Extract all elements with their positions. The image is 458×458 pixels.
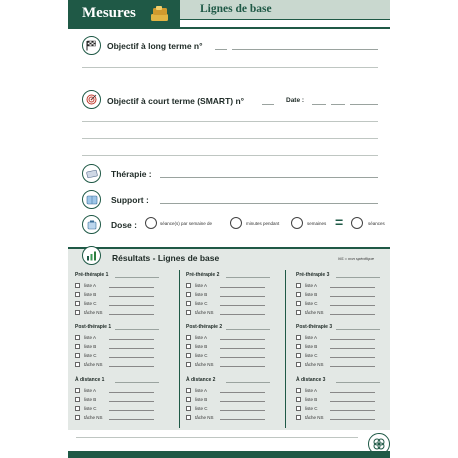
group-date-field[interactable] xyxy=(115,382,159,383)
dose-sessions-per-week-field[interactable] xyxy=(145,217,157,229)
dose-text-total: séances xyxy=(368,221,385,226)
result-row-label: liste A xyxy=(305,283,318,288)
results-title: Résultats - Lignes de base xyxy=(112,253,220,263)
result-row xyxy=(75,310,154,315)
group-title: Pré-thérapie 1 xyxy=(75,272,109,278)
page-title: Mesures xyxy=(82,5,136,21)
result-score-field[interactable] xyxy=(220,284,265,288)
therapie-field[interactable] xyxy=(160,177,378,178)
results-panel-border xyxy=(68,247,390,249)
result-row-label: liste B xyxy=(305,344,318,349)
result-checkbox[interactable] xyxy=(296,310,301,315)
result-checkbox[interactable] xyxy=(186,344,191,349)
group-title: À distance 2 xyxy=(186,377,216,383)
group-title: Pré-thérapie 3 xyxy=(296,272,330,278)
result-row-label: liste A xyxy=(195,388,208,393)
objectif-long-title-field[interactable] xyxy=(232,49,378,50)
result-checkbox[interactable] xyxy=(186,397,191,402)
result-row-label: liste B xyxy=(305,292,318,297)
result-row-label: liste B xyxy=(84,397,97,402)
dose-equals-sign: = xyxy=(335,214,344,230)
result-row xyxy=(186,292,265,297)
result-row xyxy=(75,292,154,297)
result-checkbox[interactable] xyxy=(186,301,191,306)
result-row xyxy=(75,335,154,340)
brain-icon xyxy=(82,164,101,183)
dose-minutes-field[interactable] xyxy=(230,217,242,229)
group-date-field[interactable] xyxy=(336,382,380,383)
result-row-label: liste C xyxy=(84,301,97,306)
column-separator xyxy=(179,270,180,428)
group-date-field[interactable] xyxy=(115,329,159,330)
result-row-label: liste B xyxy=(84,344,97,349)
result-checkbox[interactable] xyxy=(296,415,301,420)
header-underline xyxy=(68,27,390,29)
result-row xyxy=(75,388,154,393)
result-score-field[interactable] xyxy=(330,284,375,288)
writing-line[interactable] xyxy=(82,155,378,156)
result-checkbox[interactable] xyxy=(186,310,191,315)
group-title: À distance 1 xyxy=(75,377,105,383)
result-score-field[interactable] xyxy=(330,363,375,367)
result-checkbox[interactable] xyxy=(186,415,191,420)
result-row xyxy=(186,283,265,288)
result-score-field[interactable] xyxy=(220,407,265,411)
result-score-field[interactable] xyxy=(109,416,154,420)
result-row xyxy=(186,362,265,367)
result-score-field[interactable] xyxy=(220,293,265,297)
therapie-label: Thérapie : xyxy=(111,169,152,179)
result-row xyxy=(186,388,265,393)
result-checkbox[interactable] xyxy=(75,397,80,402)
result-score-field[interactable] xyxy=(330,302,375,306)
result-score-field[interactable] xyxy=(220,345,265,349)
result-row-label: liste A xyxy=(84,335,97,340)
result-row-label: tâche NS xyxy=(84,362,103,367)
result-row xyxy=(186,397,265,402)
group-date-field[interactable] xyxy=(336,277,380,278)
result-checkbox[interactable] xyxy=(186,388,191,393)
result-row xyxy=(75,406,154,411)
result-row-label: tâche NS xyxy=(195,362,214,367)
result-row xyxy=(186,310,265,315)
result-row xyxy=(296,415,375,420)
result-row-label: liste B xyxy=(84,292,97,297)
objectif-court-label: Objectif à court terme (SMART) n° xyxy=(107,96,245,106)
dose-label: Dose : xyxy=(111,220,137,230)
result-checkbox[interactable] xyxy=(75,335,80,340)
result-row xyxy=(75,362,154,367)
result-score-field[interactable] xyxy=(109,311,154,315)
result-checkbox[interactable] xyxy=(296,406,301,411)
result-row xyxy=(75,344,154,349)
result-checkbox[interactable] xyxy=(75,415,80,420)
result-row xyxy=(296,310,375,315)
result-row-label: tâche NS xyxy=(195,415,214,420)
result-row-label: liste A xyxy=(84,388,97,393)
result-row-label: liste C xyxy=(305,353,318,358)
result-score-field[interactable] xyxy=(330,336,375,340)
result-row xyxy=(296,335,375,340)
result-row xyxy=(75,415,154,420)
result-checkbox[interactable] xyxy=(186,353,191,358)
result-row xyxy=(296,292,375,297)
result-checkbox[interactable] xyxy=(296,344,301,349)
group-date-field[interactable] xyxy=(226,277,270,278)
result-score-field[interactable] xyxy=(330,311,375,315)
result-score-field[interactable] xyxy=(330,416,375,420)
result-row xyxy=(296,406,375,411)
date-label: Date : xyxy=(286,97,305,104)
result-score-field[interactable] xyxy=(330,389,375,393)
result-score-field[interactable] xyxy=(109,407,154,411)
result-row xyxy=(75,397,154,402)
result-score-field[interactable] xyxy=(109,345,154,349)
result-checkbox[interactable] xyxy=(75,362,80,367)
dose-total-sessions-field[interactable] xyxy=(351,217,363,229)
result-checkbox[interactable] xyxy=(296,292,301,297)
result-score-field[interactable] xyxy=(220,398,265,402)
result-row-label: tâche NS xyxy=(195,310,214,315)
result-row-label: liste B xyxy=(305,397,318,402)
result-row-label: liste C xyxy=(305,406,318,411)
result-score-field[interactable] xyxy=(220,354,265,358)
writing-line[interactable] xyxy=(82,67,378,68)
result-score-field[interactable] xyxy=(330,293,375,297)
result-score-field[interactable] xyxy=(220,363,265,367)
page-subtitle: Lignes de base xyxy=(200,3,272,15)
result-checkbox[interactable] xyxy=(296,388,301,393)
checkered-flag-icon xyxy=(82,36,101,55)
result-row-label: tâche NS xyxy=(84,415,103,420)
result-checkbox[interactable] xyxy=(75,406,80,411)
result-checkbox[interactable] xyxy=(186,406,191,411)
dose-text-sessions: séance(s) par semaine de xyxy=(160,221,213,226)
result-row xyxy=(296,301,375,306)
date-year-field[interactable] xyxy=(350,104,378,105)
result-checkbox[interactable] xyxy=(296,353,301,358)
result-row-label: tâche NS xyxy=(305,362,324,367)
result-score-field[interactable] xyxy=(330,345,375,349)
target-icon xyxy=(82,90,101,109)
dumbbell-icon xyxy=(82,215,101,234)
result-checkbox[interactable] xyxy=(186,335,191,340)
result-row-label: liste A xyxy=(195,283,208,288)
result-score-field[interactable] xyxy=(220,389,265,393)
result-score-field[interactable] xyxy=(109,284,154,288)
result-row xyxy=(296,353,375,358)
result-row xyxy=(75,283,154,288)
result-row xyxy=(186,335,265,340)
result-row-label: liste B xyxy=(195,397,208,402)
result-score-field[interactable] xyxy=(109,363,154,367)
result-row-label: liste C xyxy=(195,406,208,411)
writing-line[interactable] xyxy=(82,138,378,139)
result-row xyxy=(186,415,265,420)
result-checkbox[interactable] xyxy=(75,344,80,349)
result-row xyxy=(296,344,375,349)
result-row-label: liste C xyxy=(305,301,318,306)
result-score-field[interactable] xyxy=(220,336,265,340)
result-row xyxy=(75,353,154,358)
group-title: Pré-thérapie 2 xyxy=(186,272,220,278)
group-title: Post-thérapie 1 xyxy=(75,324,112,330)
result-score-field[interactable] xyxy=(330,407,375,411)
result-row-label: liste B xyxy=(195,344,208,349)
date-month-field[interactable] xyxy=(331,104,345,105)
book-icon xyxy=(82,190,101,209)
bar-chart-icon xyxy=(82,246,101,265)
column-separator xyxy=(285,270,286,428)
objectif-long-number-field[interactable] xyxy=(215,49,227,50)
result-checkbox[interactable] xyxy=(296,397,301,402)
result-score-field[interactable] xyxy=(220,311,265,315)
objectif-court-number-field[interactable] xyxy=(262,104,274,105)
result-row-label: liste A xyxy=(84,283,97,288)
footer-line xyxy=(76,437,358,438)
header-subtitle-underline xyxy=(180,19,390,20)
result-score-field[interactable] xyxy=(109,302,154,306)
result-checkbox[interactable] xyxy=(75,292,80,297)
result-score-field[interactable] xyxy=(109,398,154,402)
result-checkbox[interactable] xyxy=(186,362,191,367)
result-row-label: liste A xyxy=(195,335,208,340)
result-row-label: liste C xyxy=(195,353,208,358)
result-score-field[interactable] xyxy=(220,416,265,420)
result-checkbox[interactable] xyxy=(296,283,301,288)
results-note: NS = non spécifique xyxy=(338,256,374,261)
date-day-field[interactable] xyxy=(312,104,326,105)
result-row xyxy=(296,362,375,367)
result-row xyxy=(75,301,154,306)
result-checkbox[interactable] xyxy=(296,335,301,340)
result-checkbox[interactable] xyxy=(75,310,80,315)
dose-text-minutes: minutes pendant xyxy=(246,221,280,226)
result-row xyxy=(186,344,265,349)
result-row-label: liste B xyxy=(195,292,208,297)
result-score-field[interactable] xyxy=(109,389,154,393)
group-title: Post-thérapie 3 xyxy=(296,324,333,330)
dose-weeks-field[interactable] xyxy=(291,217,303,229)
group-date-field[interactable] xyxy=(115,277,159,278)
result-row xyxy=(186,301,265,306)
result-checkbox[interactable] xyxy=(296,301,301,306)
result-row-label: liste C xyxy=(195,301,208,306)
result-row-label: liste C xyxy=(84,406,97,411)
result-checkbox[interactable] xyxy=(186,283,191,288)
result-score-field[interactable] xyxy=(330,354,375,358)
group-date-field[interactable] xyxy=(226,329,270,330)
result-row xyxy=(186,406,265,411)
measure-stack-icon xyxy=(150,5,170,23)
result-row xyxy=(186,353,265,358)
result-score-field[interactable] xyxy=(220,302,265,306)
writing-line[interactable] xyxy=(82,121,378,122)
result-checkbox[interactable] xyxy=(296,362,301,367)
result-checkbox[interactable] xyxy=(75,388,80,393)
result-row xyxy=(296,283,375,288)
result-row xyxy=(296,388,375,393)
result-row-label: liste C xyxy=(84,353,97,358)
support-label: Support : xyxy=(111,195,149,205)
result-score-field[interactable] xyxy=(109,293,154,297)
result-row-label: tâche NS xyxy=(305,415,324,420)
footer-bar xyxy=(68,451,390,458)
result-checkbox[interactable] xyxy=(75,301,80,306)
dose-text-weeks: semaines xyxy=(307,221,327,226)
group-title: Post-thérapie 2 xyxy=(186,324,223,330)
result-checkbox[interactable] xyxy=(75,353,80,358)
result-checkbox[interactable] xyxy=(186,292,191,297)
result-score-field[interactable] xyxy=(109,336,154,340)
group-date-field[interactable] xyxy=(336,329,380,330)
result-score-field[interactable] xyxy=(109,354,154,358)
result-row xyxy=(296,397,375,402)
result-row-label: tâche NS xyxy=(84,310,103,315)
result-row-label: liste A xyxy=(305,335,318,340)
result-checkbox[interactable] xyxy=(75,283,80,288)
objectif-long-label: Objectif à long terme n° xyxy=(107,41,203,51)
group-date-field[interactable] xyxy=(226,382,270,383)
result-row-label: tâche NS xyxy=(305,310,324,315)
result-row-label: liste A xyxy=(305,388,318,393)
support-field[interactable] xyxy=(160,203,378,204)
group-title: À distance 3 xyxy=(296,377,326,383)
result-score-field[interactable] xyxy=(330,398,375,402)
